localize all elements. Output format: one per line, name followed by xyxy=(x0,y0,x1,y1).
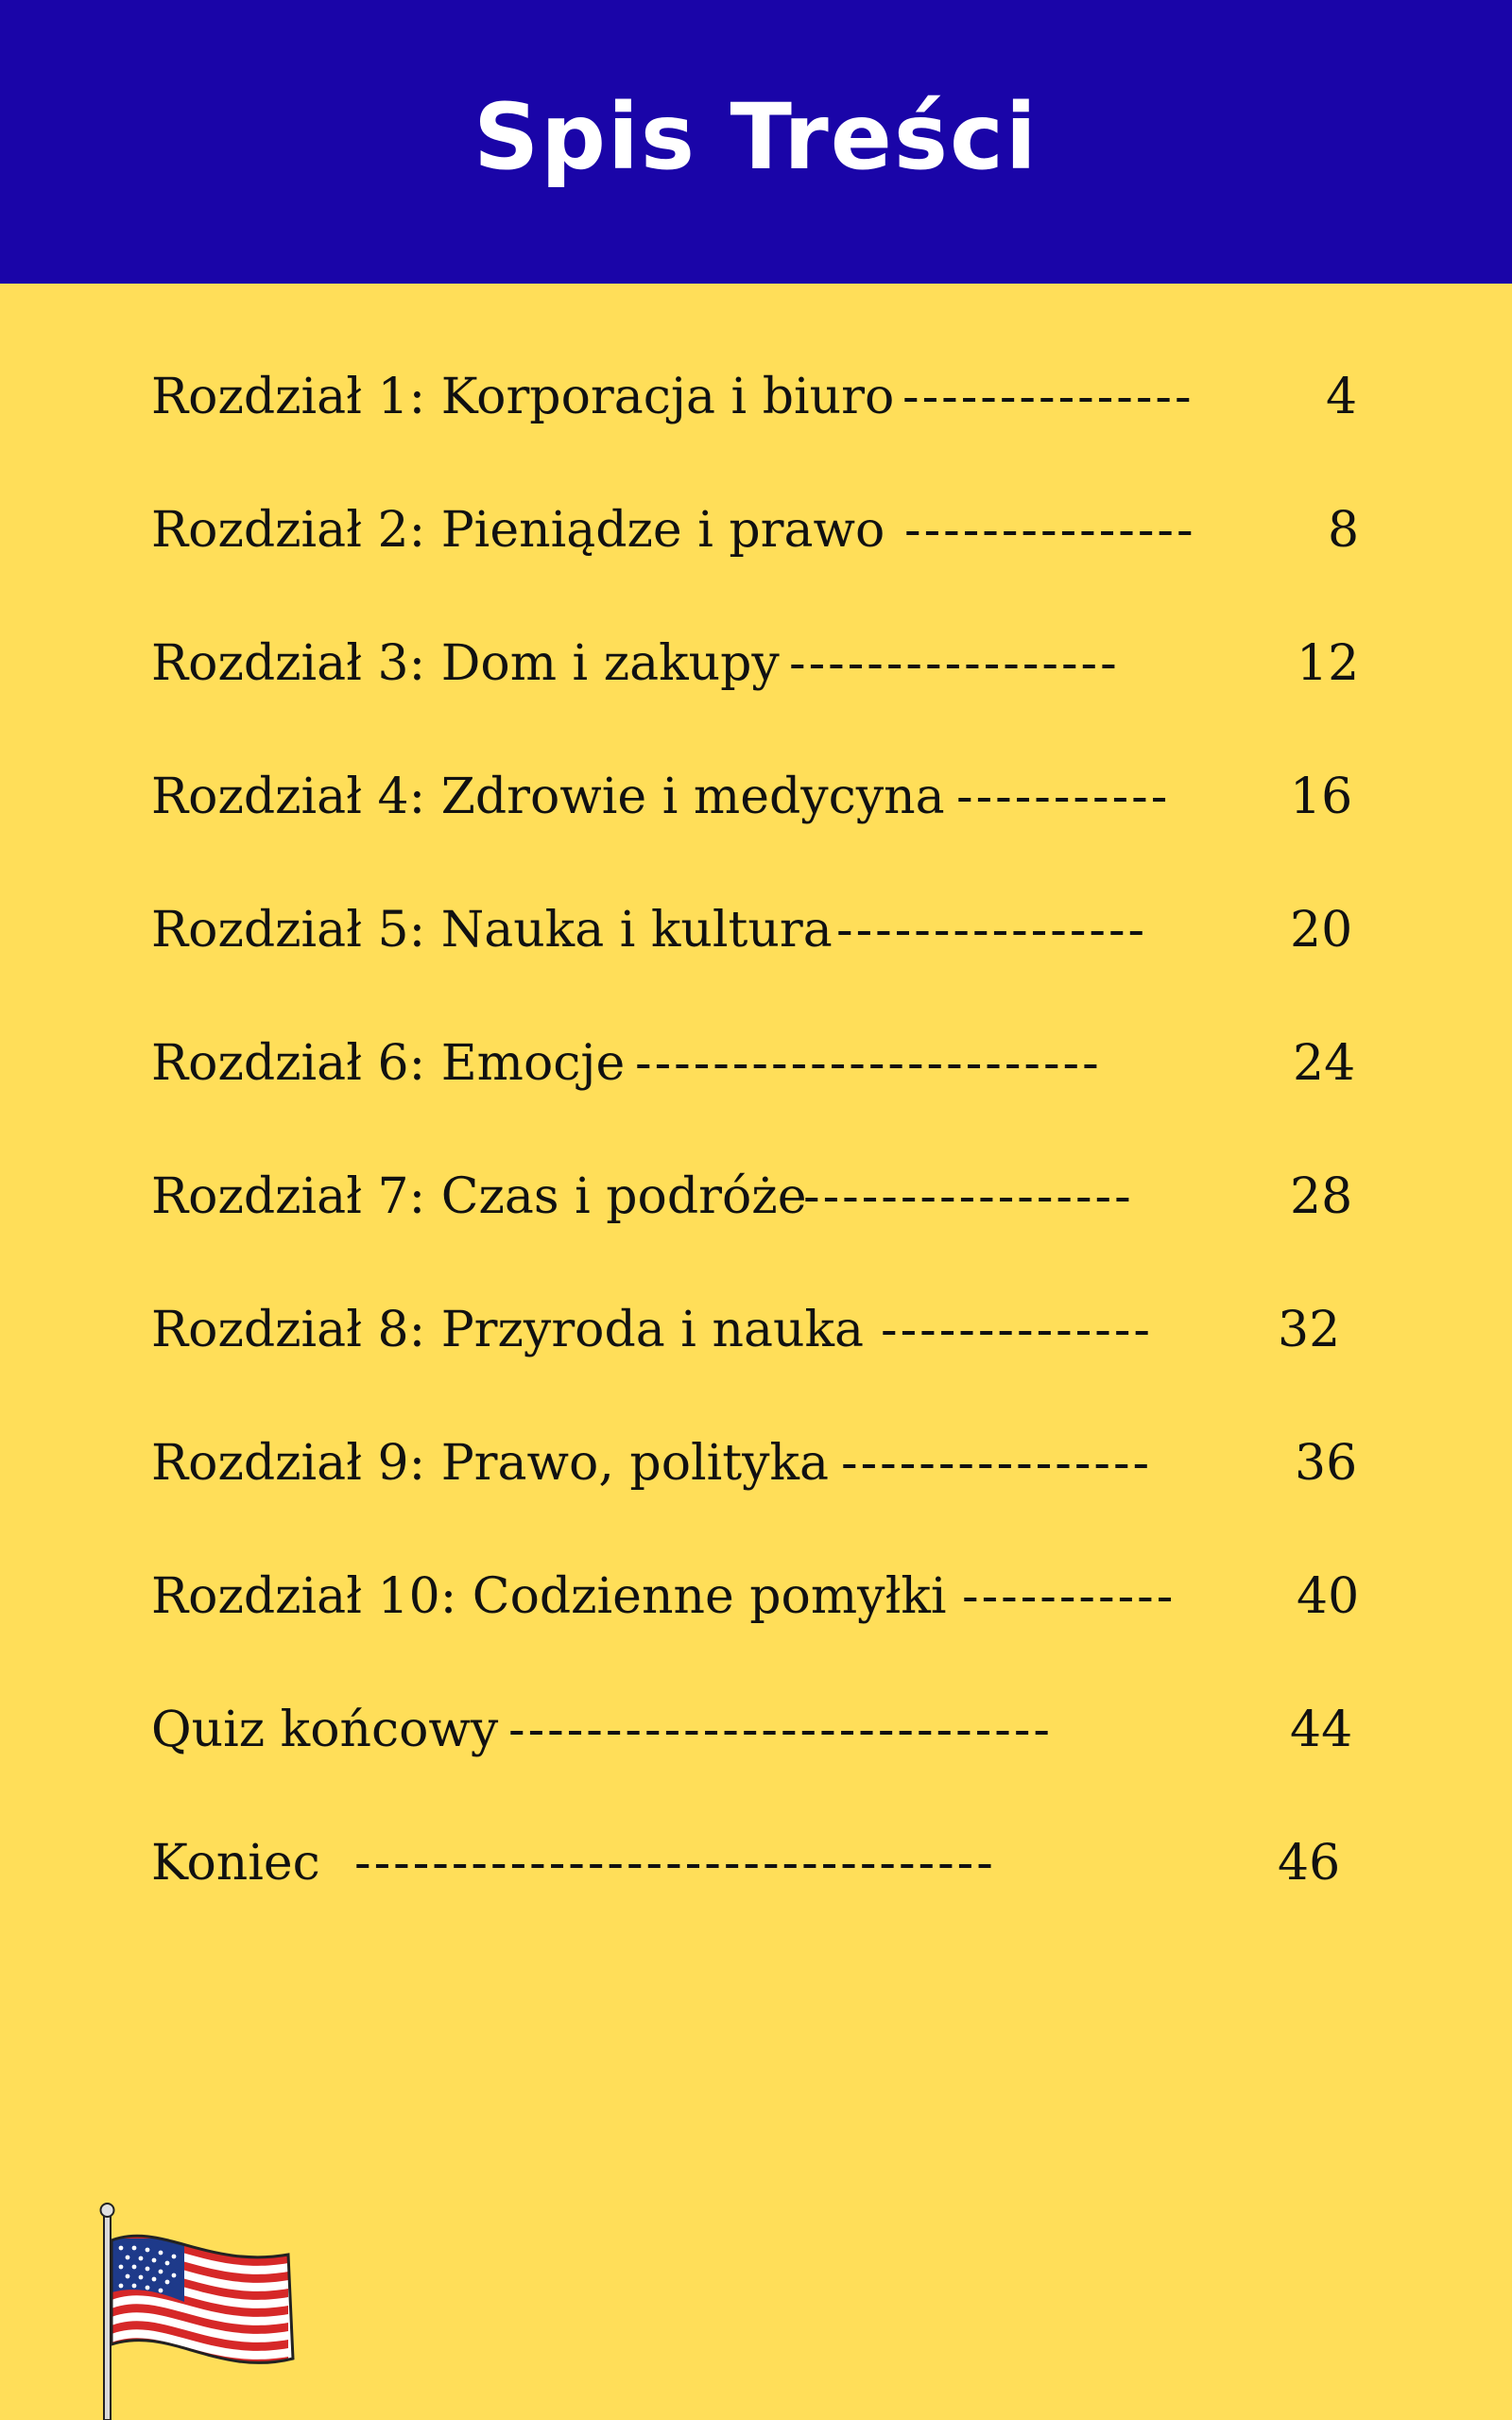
header-banner xyxy=(0,0,1512,284)
toc-page-number: 4 xyxy=(1326,369,1358,425)
toc-leader-dashes: ---------------------------- xyxy=(508,1702,1053,1758)
toc-entry-label: Rozdział 3: Dom i zakupy xyxy=(151,635,780,692)
toc-entry-4[interactable] xyxy=(151,769,1361,902)
toc-page-number: 32 xyxy=(1278,1302,1341,1358)
toc-page-number: 46 xyxy=(1278,1835,1341,1892)
toc-page-number: 8 xyxy=(1328,502,1360,559)
toc-leader-dashes: ----------------- xyxy=(789,635,1120,692)
toc-page-number: 16 xyxy=(1290,769,1353,825)
toc-entry-label: Rozdział 1: Korporacja i biuro xyxy=(151,369,895,425)
toc-entry-label: Rozdział 8: Przyroda i nauka xyxy=(151,1302,864,1358)
toc-entry-10[interactable] xyxy=(151,1568,1361,1702)
toc-entry-1[interactable] xyxy=(151,369,1361,502)
toc-entry-5[interactable] xyxy=(151,902,1361,1035)
toc-leader-dashes: ----------- xyxy=(962,1568,1177,1625)
table-of-contents xyxy=(151,369,1361,1968)
toc-entry-quiz[interactable] xyxy=(151,1702,1361,1835)
toc-entry-end[interactable] xyxy=(151,1835,1361,1968)
toc-page-number: 44 xyxy=(1290,1702,1353,1758)
toc-entry-8[interactable] xyxy=(151,1302,1361,1435)
toc-page-number: 24 xyxy=(1293,1035,1356,1092)
toc-page-number: 28 xyxy=(1290,1168,1353,1225)
toc-page-number: 40 xyxy=(1297,1568,1360,1625)
toc-page-number: 20 xyxy=(1290,902,1353,959)
toc-leader-dashes: ---------------- xyxy=(836,902,1148,959)
toc-leader-dashes: --------------- xyxy=(902,369,1194,425)
toc-entry-label: Rozdział 5: Nauka i kultura xyxy=(151,902,833,959)
us-flag-icon xyxy=(94,2203,302,2420)
toc-entry-3[interactable] xyxy=(151,635,1361,769)
toc-entry-label: Quiz końcowy xyxy=(151,1702,499,1758)
toc-entry-2[interactable] xyxy=(151,502,1361,635)
toc-leader-dashes: ---------------- xyxy=(841,1435,1153,1492)
toc-entry-label: Rozdział 6: Emocje xyxy=(151,1035,626,1092)
toc-leader-dashes: ------------------------ xyxy=(635,1035,1102,1092)
page-title: Spis Treści xyxy=(473,84,1039,190)
toc-entry-7[interactable] xyxy=(151,1168,1361,1302)
toc-leader-dashes: ----------------- xyxy=(803,1168,1134,1225)
toc-entry-6[interactable] xyxy=(151,1035,1361,1168)
toc-entry-label: Rozdział 10: Codzienne pomyłki xyxy=(151,1568,947,1625)
toc-leader-dashes: --------------- xyxy=(904,502,1196,559)
toc-leader-dashes: -------------- xyxy=(881,1302,1153,1358)
toc-page-number: 12 xyxy=(1297,635,1360,692)
toc-entry-label: Rozdział 7: Czas i podróże xyxy=(151,1168,807,1225)
toc-leader-dashes: ----------- xyxy=(956,769,1171,825)
toc-leader-dashes: --------------------------------- xyxy=(354,1835,996,1892)
toc-entry-label: Rozdział 9: Prawo, polityka xyxy=(151,1435,830,1492)
toc-entry-label: Rozdział 2: Pieniądze i prawo xyxy=(151,502,885,559)
toc-page-number: 36 xyxy=(1295,1435,1358,1492)
toc-entry-9[interactable] xyxy=(151,1435,1361,1568)
toc-entry-label: Koniec xyxy=(151,1835,320,1892)
toc-entry-label: Rozdział 4: Zdrowie i medycyna xyxy=(151,769,945,825)
